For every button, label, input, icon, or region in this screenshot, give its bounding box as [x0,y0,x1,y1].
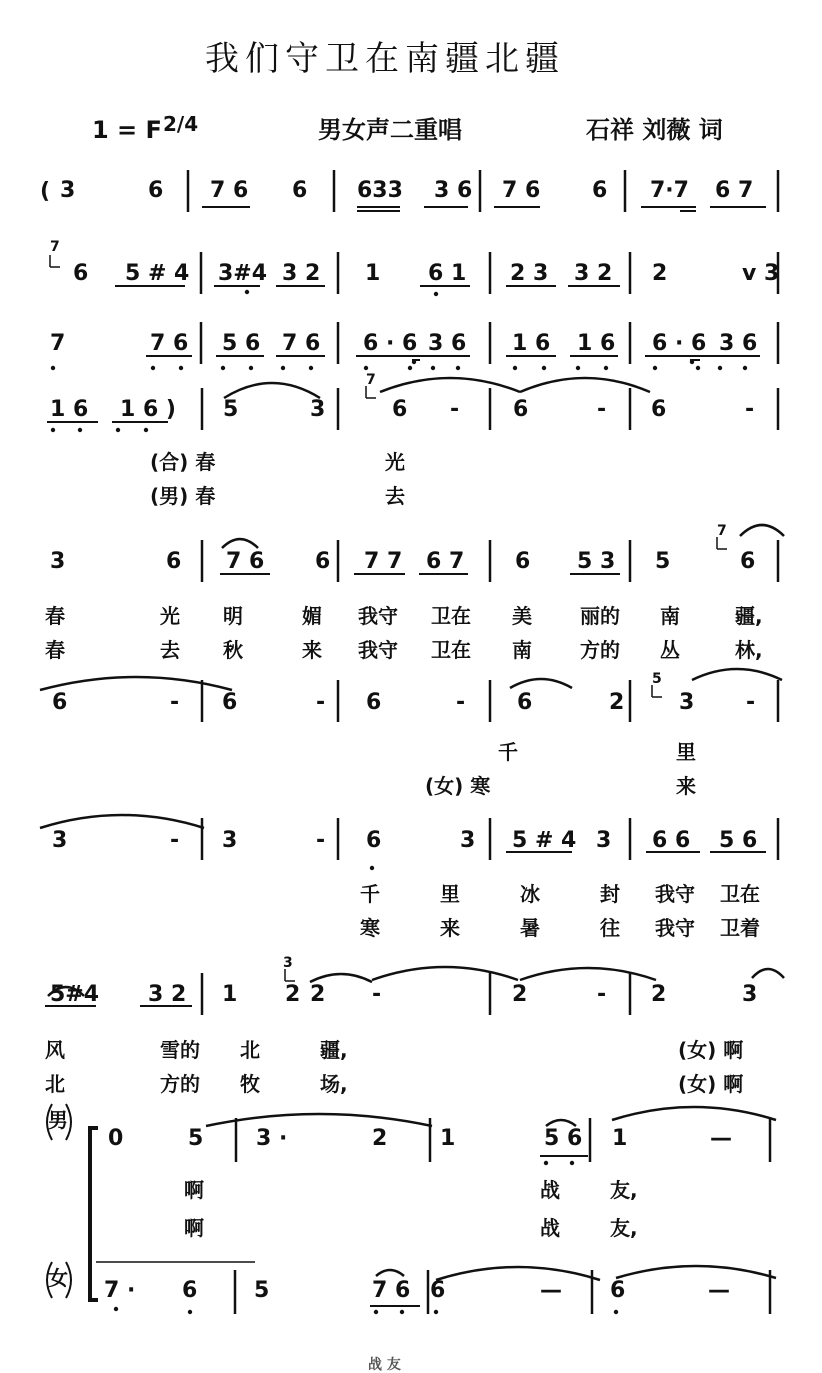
octave-dot [114,1307,118,1311]
lyric-chorus-chun: (合) 春 [150,450,216,474]
note-group: - [316,690,326,715]
note-group: 6 [651,397,667,422]
lyric-li: 里 [676,740,696,764]
slur [510,679,572,688]
song-title: 我们守卫在南疆北疆 [205,39,565,79]
note-group: 6 [740,549,756,574]
slur [310,974,372,982]
grace-note: 7 [366,372,376,388]
note-group: 7 6 [502,178,541,203]
lyric-syllable: 来 [440,916,460,940]
note-group: 6 [366,690,382,715]
slur [380,378,520,392]
lyric-you: 友, [610,1178,638,1202]
note-group: 2 [310,982,326,1007]
note-group: - [170,828,180,853]
lyric-syllable: 卫在 [431,604,471,628]
note-group: 2 [652,261,668,286]
lyric-syllable: 我守 [358,638,398,662]
slur [740,525,784,536]
grace-note: 5 [652,671,662,687]
male-note: 3 · [256,1126,288,1151]
slur [692,669,782,680]
octave-dot [614,1310,618,1314]
note-group: 3 2 [282,261,321,286]
octave-dot [513,366,517,370]
lyric-syllable: 北 [45,1072,65,1096]
note-group: 5#4 [50,982,100,1007]
note-group: 3 2 [148,982,187,1007]
note-group: 1 6 [50,397,89,422]
octave-dot [116,428,120,432]
octave-dot [249,366,253,370]
octave-dot [544,1161,548,1165]
female-note: 6 [182,1278,198,1303]
lyric-men-a: 啊 [184,1216,204,1240]
lyric-syllable: 去 [160,638,180,662]
lyric-syllable: 南 [660,604,680,628]
lyric-male-chun: (男) 春 [150,484,216,508]
note-group: 6 [73,261,89,286]
female-note: 7 · [104,1278,136,1303]
octave-dot [696,366,700,370]
note-group: 5 # 4 [512,828,577,853]
note-group: - [170,690,180,715]
note-group: - [372,982,382,1007]
female-note: 6 [610,1278,626,1303]
lyric-syllable: 寒 [360,916,380,940]
note-group: 7 [50,331,66,356]
grace-note: 7 [717,523,727,539]
lyric-syllable: 牧 [240,1072,260,1096]
note-group: 6 [52,690,68,715]
male-note: 1 [612,1126,628,1151]
lyric-zhan: 战 [540,1216,560,1240]
note-group: - [597,982,607,1007]
note-group: 1 6 [512,331,551,356]
octave-dot [51,428,55,432]
note-group: v 3 [742,261,780,286]
octave-dot [179,366,183,370]
octave-dot [51,366,55,370]
note-group: 6 [515,549,531,574]
paren [66,1104,71,1140]
note-group: 3 6 [719,331,758,356]
note-group: 6 [166,549,182,574]
slur [612,1107,776,1120]
note-group: 3 [460,828,476,853]
octave-dot [78,428,82,432]
lyric-syllable: 疆, [320,1038,348,1062]
note-group: 1 6 ) [120,397,176,422]
lyric-syllable: 北 [240,1038,260,1062]
lyric-qian: 千 [498,740,518,764]
octave-dot [151,366,155,370]
octave-dot [542,366,546,370]
note-group: 6 [517,690,533,715]
octave-dot [743,366,747,370]
note-group: 2 [285,982,301,1007]
note-group: 6 1 [428,261,467,286]
note-group: 1 [222,982,238,1007]
male-note: 2 [372,1126,388,1151]
note-group: 6 [222,690,238,715]
grace-note: 3 [283,955,293,971]
note-group: 3 6 [434,178,473,203]
note-group: - [745,397,755,422]
note-group: 3 [742,982,758,1007]
octave-dot [374,1310,378,1314]
note-group: 6 6 [652,828,691,853]
lyric-syllable: 媚 [302,604,322,628]
male-note: 1 [440,1126,456,1151]
lyric-syllable: 美 [512,604,532,628]
lyric-syllable: 雪的 [160,1038,200,1062]
note-group: 6 7 [426,549,465,574]
grace-note: 7 [50,239,60,255]
lyric-syllable: (女) 啊 [678,1072,744,1096]
note-group: 6 · 6 [363,331,418,356]
note-group: 6 [292,178,308,203]
note-group: 3 2 [574,261,613,286]
lyric-syllable: 南 [512,638,532,662]
male-note: — [710,1126,732,1151]
note-group: 3 [310,397,326,422]
lyric-syllable: 暑 [520,916,540,940]
lyric-syllable: 千 [360,882,380,906]
note-group: - [746,690,756,715]
key-signature: 1 = F [92,116,162,144]
male-note: 0 [108,1126,124,1151]
note-group: 3 6 [428,331,467,356]
note-group: 2 3 [510,261,549,286]
octave-dot [245,290,249,294]
octave-dot [309,366,313,370]
slur [376,1270,404,1276]
octave-dot [400,1310,404,1314]
lyric-syllable: 我守 [358,604,398,628]
slur [520,968,656,980]
note-group: 1 6 [577,331,616,356]
octave-dot [144,428,148,432]
slur [222,539,258,548]
note-group: 7 6 [282,331,321,356]
octave-dot [364,366,368,370]
note-group: 3 [679,690,695,715]
lyric-men-a: 啊 [184,1178,204,1202]
note-group: 2 [512,982,528,1007]
note-group: 3 [596,828,612,853]
performance-type: 男女声二重唱 [318,116,462,144]
note-group: 5 3 [577,549,616,574]
lyricist-credit: 石祥 刘薇 词 [586,116,723,144]
note-group: 3 [52,828,68,853]
lyric-syllable: 风 [45,1038,65,1062]
octave-dot [281,366,285,370]
note-group: 6 [366,828,382,853]
female-part-label: 女 [48,1266,68,1290]
paren [66,1262,71,1298]
note-group: - [450,397,460,422]
time-signature: 2/4 [163,112,199,136]
female-note: — [540,1278,562,1303]
note-group: 7 6 [210,178,249,203]
note-group: 7 6 [226,549,265,574]
lyric-you: 友, [610,1216,638,1240]
lyric-syllable: 疆, [735,604,763,628]
slur [752,969,784,978]
slur [616,1266,776,1278]
note-group: 6 · 6 [652,331,707,356]
system-brace [90,1128,98,1300]
male-part-label: 男 [48,1108,68,1132]
note-group: 633 [357,178,403,203]
female-note: 5 [254,1278,270,1303]
note-group: 3 [50,549,66,574]
octave-dot [690,360,694,364]
note-group: 6 [592,178,608,203]
female-note: 6 [430,1278,446,1303]
lyric-cut-off: 战 友 [368,1357,401,1373]
lyric-syllable: 卫在 [431,638,471,662]
octave-dot [221,366,225,370]
octave-dot [188,1310,192,1314]
octave-dot [370,866,374,870]
male-note: 5 6 [544,1126,583,1151]
slur [206,1114,432,1126]
note-group: 6 [513,397,529,422]
octave-dot [431,366,435,370]
lyric-female-han: (女) 寒 [425,774,491,798]
octave-dot [604,366,608,370]
note-group: - [316,828,326,853]
lyric-syllable: 我守 [655,916,695,940]
note-group: - [456,690,466,715]
note-group: 6 [392,397,408,422]
lyric-zhan: 战 [540,1178,560,1202]
lyric-syllable: 明 [223,604,243,628]
lyric-qu: 去 [385,484,405,508]
note-group: 1 [365,261,381,286]
note-group: 7 6 [150,331,189,356]
note-group: 5 6 [719,828,758,853]
slur [436,1267,600,1280]
note-group: 6 7 [715,178,754,203]
octave-dot [456,366,460,370]
lyric-syllable: 秋 [223,638,243,662]
lyric-syllable: 光 [160,604,180,628]
lyric-syllable: 林, [735,638,763,662]
note-group: 6 [148,178,164,203]
note-group: 3 [60,178,76,203]
slur [40,815,204,828]
octave-dot [408,366,412,370]
intro-paren: ( [40,179,51,204]
octave-dot [718,366,722,370]
lyric-syllable: 来 [302,638,322,662]
paren [47,1104,52,1140]
lyric-syllable: 春 [45,638,65,662]
lyric-syllable: 卫着 [720,916,760,940]
octave-dot [412,360,416,364]
lyric-guang: 光 [385,450,405,474]
paren [47,1262,52,1298]
lyric-syllable: 里 [440,882,460,906]
lyric-syllable: 春 [45,604,65,628]
note-group: 6 [315,549,331,574]
octave-dot [434,1310,438,1314]
note-group: 2 [651,982,667,1007]
note-group: 3 [222,828,238,853]
octave-dot [576,366,580,370]
lyric-syllable: 封 [600,882,620,906]
male-note: 5 [188,1126,204,1151]
octave-dot [653,366,657,370]
note-group: 5 # 4 [125,261,190,286]
slur [546,1120,576,1126]
slur [48,987,84,996]
lyric-syllable: 丛 [660,638,680,662]
lyric-syllable: 方的 [580,638,620,662]
note-group: 5 6 [222,331,261,356]
octave-dot [434,292,438,296]
note-group: 5 [655,549,671,574]
slur [372,967,518,980]
female-note: — [708,1278,730,1303]
note-group: 2 [609,690,625,715]
lyric-syllable: 方的 [160,1072,200,1096]
note-group: 7 7 [364,549,403,574]
lyric-syllable: 往 [600,916,620,940]
note-group: 3#4 [218,261,268,286]
note-group: 7·7 [650,178,689,203]
note-group: - [597,397,607,422]
lyric-syllable: 冰 [520,882,540,906]
lyric-syllable: 丽的 [580,604,620,628]
lyric-syllable: 场, [320,1072,348,1096]
lyric-syllable: 我守 [655,882,695,906]
note-group: 5 [223,397,239,422]
lyric-lai: 来 [676,774,696,798]
lyric-syllable: 卫在 [720,882,760,906]
female-note: 7 6 [372,1278,411,1303]
slur [224,383,320,398]
octave-dot [570,1161,574,1165]
lyric-syllable: (女) 啊 [678,1038,744,1062]
